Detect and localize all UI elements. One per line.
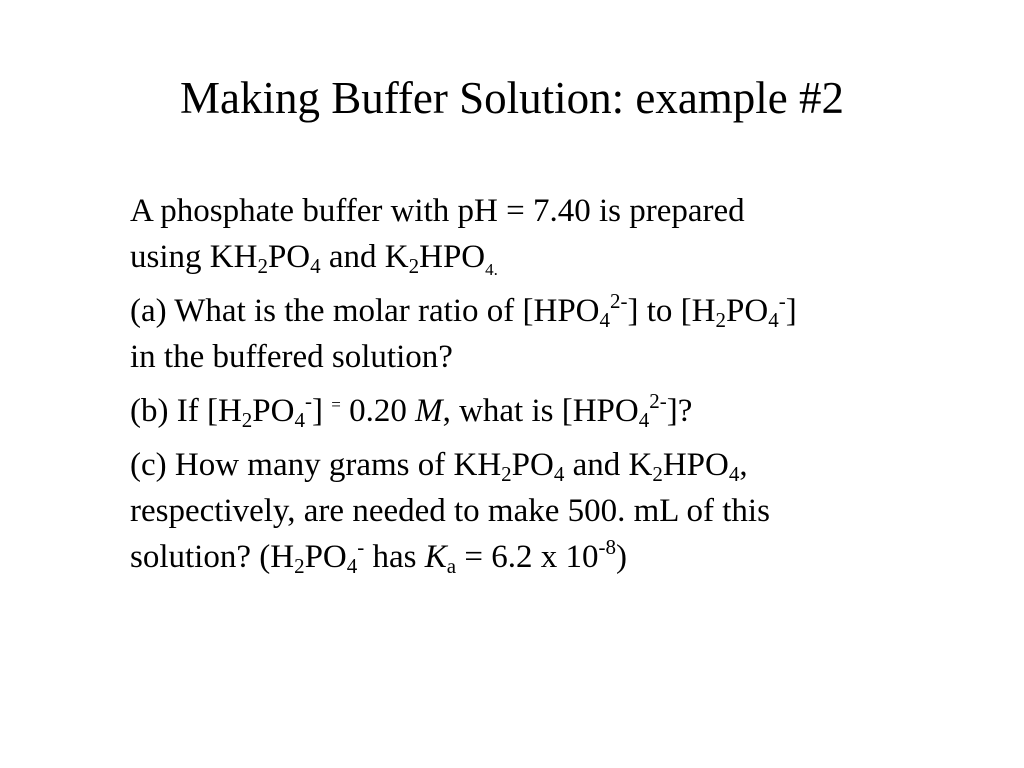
question-c-line-2: respectively, are needed to make 500. mL of this: [130, 493, 770, 529]
question-a: [130, 288, 980, 380]
subscript: 4: [294, 408, 305, 432]
question-b-line-1: [130, 388, 980, 434]
slide-title: Making Buffer Solution: example #2: [179, 73, 845, 123]
subscript: 4.: [485, 260, 498, 279]
text-run: has: [364, 539, 425, 575]
subscript: a: [446, 554, 457, 578]
text-run: ]: [311, 393, 332, 429]
question-c-line-1: [130, 442, 980, 488]
text-run: (c) How many grams of KH: [130, 447, 502, 483]
intro-line-1: A phosphate buffer with pH = 7.40 is prepared: [130, 193, 745, 229]
superscript: 2-: [610, 289, 628, 313]
question-a-line-1: [130, 288, 980, 334]
text-run: solution? (H: [130, 539, 295, 575]
text-run: ]?: [666, 393, 693, 429]
text-run: 0.20: [340, 393, 416, 429]
text-run: PO: [267, 239, 311, 275]
subscript: 2: [652, 462, 663, 486]
subscript: 4: [599, 308, 611, 332]
text-run: , what is [HPO: [442, 393, 639, 429]
superscript: -: [778, 289, 786, 313]
text-run: ]: [785, 293, 797, 329]
superscript: -: [304, 389, 312, 413]
text-run: using KH: [130, 239, 258, 275]
intro-line-2: [130, 234, 980, 280]
italic-molarity: M: [415, 393, 443, 429]
question-a-line-2: in the buffered solution?: [130, 339, 453, 375]
text-run: PO: [511, 447, 554, 483]
text-run: HPO: [419, 239, 486, 275]
superscript: -: [357, 535, 365, 559]
text-run: and K: [320, 239, 409, 275]
question-c-line-3: [130, 534, 980, 580]
text-run: = 6.2 x 10: [456, 539, 599, 575]
text-run: ,: [739, 447, 748, 483]
question-c: [130, 442, 980, 580]
subscript: 4: [728, 462, 740, 486]
subscript: 4: [553, 462, 565, 486]
text-run: PO: [726, 293, 769, 329]
text-run: ): [615, 539, 627, 575]
superscript: 2-: [649, 389, 667, 413]
subscript: 4: [768, 308, 779, 332]
superscript: -8: [598, 535, 616, 559]
subscript: 2: [408, 254, 420, 278]
subscript: 4: [638, 408, 650, 432]
question-b: [130, 388, 980, 434]
italic-k: K: [424, 539, 447, 575]
subscript: 4: [346, 554, 358, 578]
subscript: 2: [241, 408, 253, 432]
subscript: 4: [310, 254, 321, 278]
text-run: PO: [252, 393, 295, 429]
text-run: and K: [564, 447, 653, 483]
text-run: PO: [304, 539, 347, 575]
text-run: (a) What is the molar ratio of [HPO: [130, 293, 600, 329]
superscript-equals: =: [331, 395, 341, 414]
text-run: ] to [H: [627, 293, 716, 329]
slide-body: [130, 188, 980, 588]
subscript: 2: [257, 254, 268, 278]
intro-paragraph: [130, 188, 980, 280]
text-run: (b) If [H: [130, 393, 242, 429]
text-run: HPO: [662, 447, 729, 483]
subscript: 2: [715, 308, 726, 332]
subscript: 2: [294, 554, 305, 578]
subscript: 2: [501, 462, 512, 486]
